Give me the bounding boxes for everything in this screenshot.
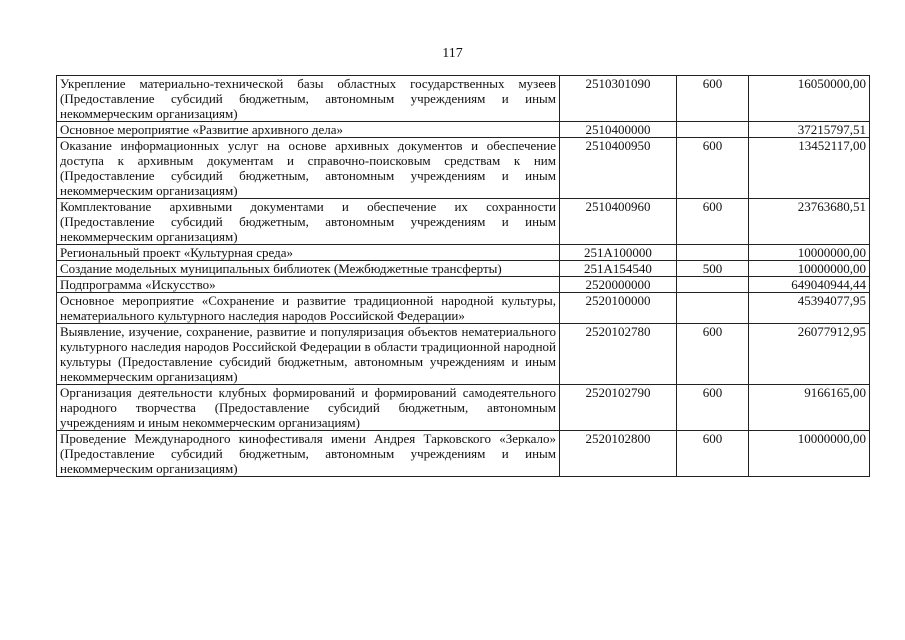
table-row xyxy=(57,431,870,477)
row-sum: 37215797,51 xyxy=(749,122,870,138)
row-code: 2510301090 xyxy=(560,76,677,122)
row-vr xyxy=(677,122,749,138)
row-sum: 16050000,00 xyxy=(749,76,870,122)
row-name: Основное мероприятие «Сохранение и развитие традиционной народной культуры, нематериального культурного наследия народов Российской Федерации» xyxy=(57,293,560,324)
row-code: 2510400960 xyxy=(560,199,677,245)
row-code: 2520100000 xyxy=(560,293,677,324)
row-vr: 600 xyxy=(677,199,749,245)
table-row xyxy=(57,245,870,261)
table-row xyxy=(57,76,870,122)
row-code: 251A154540 xyxy=(560,261,677,277)
table-row xyxy=(57,277,870,293)
table-row xyxy=(57,199,870,245)
row-sum: 9166165,00 xyxy=(749,385,870,431)
table-row xyxy=(57,261,870,277)
row-vr: 600 xyxy=(677,76,749,122)
table-row xyxy=(57,122,870,138)
row-vr: 600 xyxy=(677,138,749,199)
row-code: 2510400000 xyxy=(560,122,677,138)
row-sum: 45394077,95 xyxy=(749,293,870,324)
row-code: 251A100000 xyxy=(560,245,677,261)
row-vr: 500 xyxy=(677,261,749,277)
row-name: Основное мероприятие «Развитие архивного дела» xyxy=(57,122,560,138)
table-row xyxy=(57,385,870,431)
row-name: Подпрограмма «Искусство» xyxy=(57,277,560,293)
row-name: Укрепление материально-технической базы областных государственных музеев (Предоставление субсидий бюджетным, автономным учреждениям и иным некоммерческим организациям) xyxy=(57,76,560,122)
row-name: Создание модельных муниципальных библиотек (Межбюджетные трансферты) xyxy=(57,261,560,277)
budget-table xyxy=(56,75,870,477)
row-sum: 10000000,00 xyxy=(749,245,870,261)
table-row xyxy=(57,138,870,199)
row-sum: 649040944,44 xyxy=(749,277,870,293)
row-vr xyxy=(677,277,749,293)
row-sum: 10000000,00 xyxy=(749,431,870,477)
row-code: 2520000000 xyxy=(560,277,677,293)
row-code: 2520102800 xyxy=(560,431,677,477)
row-code: 2520102790 xyxy=(560,385,677,431)
row-vr xyxy=(677,245,749,261)
row-code: 2520102780 xyxy=(560,324,677,385)
row-name: Комплектование архивными документами и обеспечение их сохранности (Предоставление субсидий бюджетным, автономным учреждениям и иным некоммерческим организациям) xyxy=(57,199,560,245)
row-sum: 10000000,00 xyxy=(749,261,870,277)
page-number: 117 xyxy=(442,46,463,61)
row-name: Проведение Международного кинофестиваля имени Андрея Тарковского «Зеркало» (Предоставление субсидий бюджетным, автономным учреждениям и иным некоммерческим организациям) xyxy=(57,431,560,477)
row-name: Региональный проект «Культурная среда» xyxy=(57,245,560,261)
row-vr xyxy=(677,293,749,324)
row-sum: 23763680,51 xyxy=(749,199,870,245)
row-name: Оказание информационных услуг на основе архивных документов и обеспечение доступа к архивным документам и справочно-поисковым средствам к ним (Предоставление субсидий бюджетным, автономным учреждениям и иным некоммерческим организациям) xyxy=(57,138,560,199)
row-vr: 600 xyxy=(677,431,749,477)
row-name: Организация деятельности клубных формирований и формирований самодеятельного народного творчества (Предоставление субсидий бюджетным, автономным учреждениям и иным некоммерческим организациям) xyxy=(57,385,560,431)
row-name: Выявление, изучение, сохранение, развитие и популяризация объектов нематериального культурного наследия народов Российской Федерации в области традиционной народной культуры (Предоставление субсидий бюджетным, автономным учреждениям и иным некоммерческим организациям) xyxy=(57,324,560,385)
row-code: 2510400950 xyxy=(560,138,677,199)
row-vr: 600 xyxy=(677,385,749,431)
table-row xyxy=(57,293,870,324)
row-sum: 26077912,95 xyxy=(749,324,870,385)
table-row xyxy=(57,324,870,385)
row-sum: 13452117,00 xyxy=(749,138,870,199)
row-vr: 600 xyxy=(677,324,749,385)
